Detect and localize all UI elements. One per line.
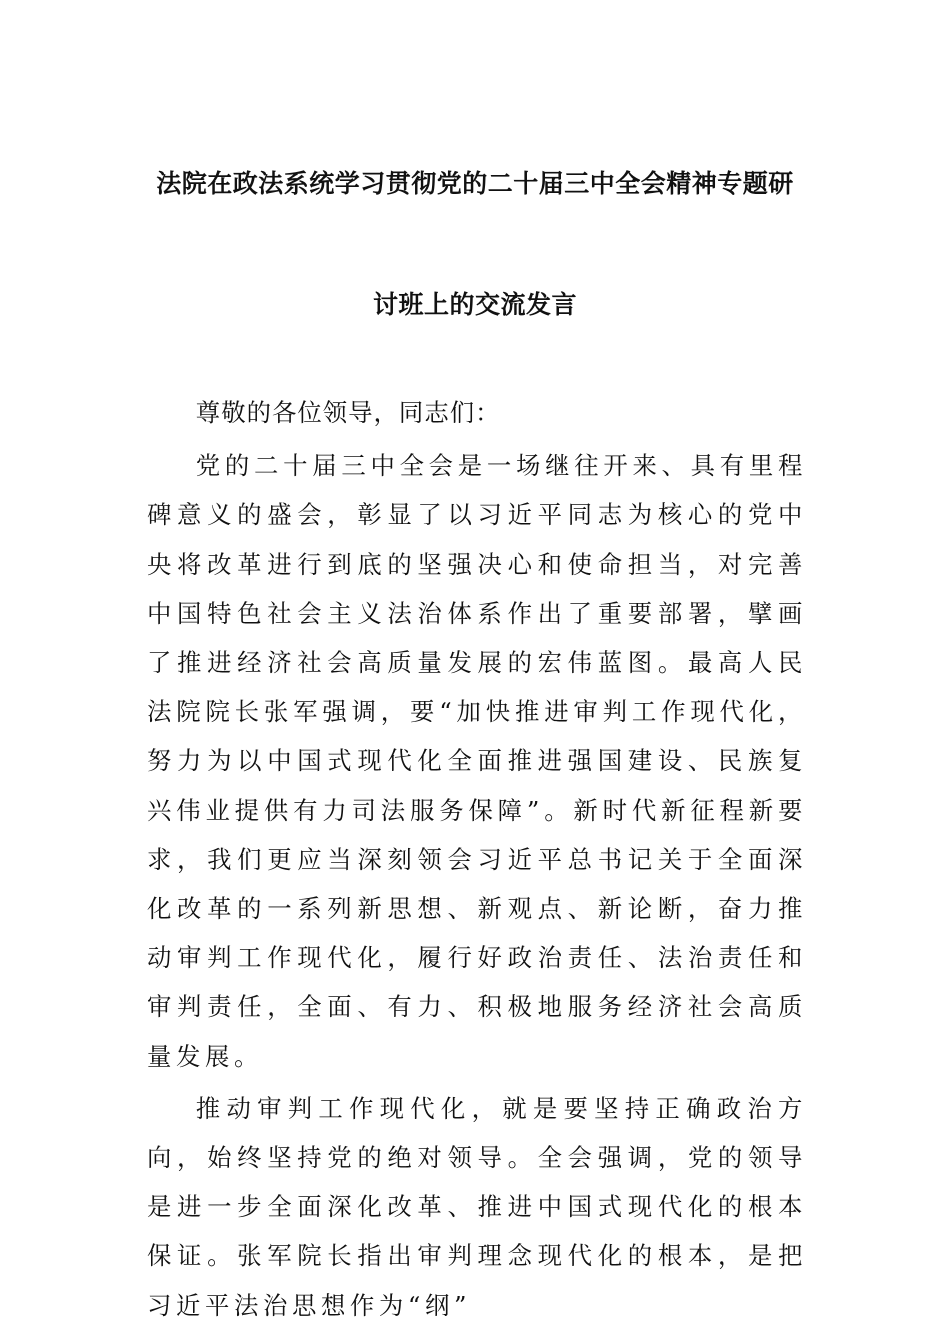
document-title-line-2: 讨班上的交流发言 — [372, 290, 577, 319]
paragraph-1: 党的二十届三中全会是一场继往开来、具有里程碑意义的盛会，彰显了以习近平同志为核心的党中央将改革进行到底的坚强决心和使命担当，对完善中国特色社会主义法治体系作出了重要部署，擘画了推进经济社会高质量发展的宏伟蓝图。最高人民法院院长张军强调，要“加快推进审判工作现代化，努力为以中国式现代化全面推进强国建设、民族复兴伟业提供有力司法服务保障”。新时代新征程新要求，我们更应当深刻领会习近平总书记关于全面深化改革的一系列新思想、新观点、新论断，奋力推动审判工作现代化，履行好政治责任、法治责任和审判责任，全面、有力、积极地服务经济社会高质量发展。 — [147, 451, 807, 1071]
document-body — [147, 388, 807, 1330]
document-title-line-1: 法院在政法系统学习贯彻党的二十届三中全会精神专题研 — [156, 169, 794, 198]
paragraph-2: 推动审判工作现代化，就是要坚持正确政治方向，始终坚持党的绝对领导。全会强调，党的领导是进一步全面深化改革、推进中国式现代化的根本保证。张军院长指出审判理念现代化的根本，是把习近平法治思想作为“纲” — [147, 1093, 807, 1320]
greeting: 尊敬的各位领导，同志们： — [195, 398, 501, 427]
